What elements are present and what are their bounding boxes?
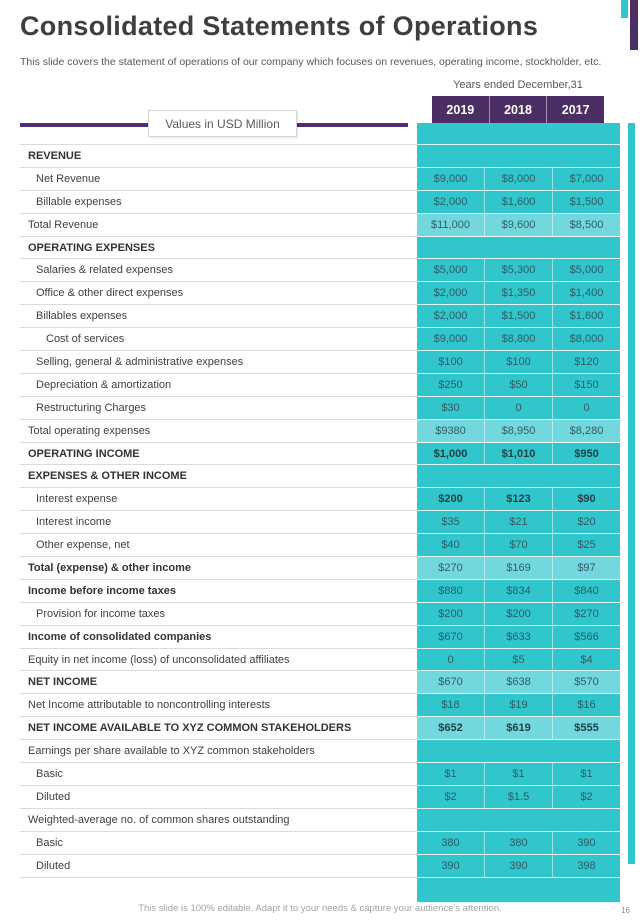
value-2019: $11,000 xyxy=(431,218,470,231)
row-label: Income before income taxes xyxy=(20,580,417,603)
row-label: REVENUE xyxy=(20,145,417,168)
value-2017: $90 xyxy=(552,488,620,510)
page-subtitle: This slide covers the statement of operations of our company which focuses on revenues, operating income, stockholder, etc. xyxy=(20,56,602,68)
row-label: OPERATING EXPENSES xyxy=(20,237,417,260)
value-2018: $100 xyxy=(484,351,552,373)
value-2019: $880 xyxy=(438,584,463,597)
row-label: Interest income xyxy=(20,511,417,534)
table-row xyxy=(20,305,620,328)
row-label: Billables expenses xyxy=(20,305,417,328)
value-2019: $670 xyxy=(438,630,463,643)
row-values xyxy=(417,374,620,397)
value-2018: 380 xyxy=(484,832,552,854)
row-label: Basic xyxy=(20,763,417,786)
value-2018: $1,600 xyxy=(484,191,552,213)
value-2017: $2 xyxy=(552,786,620,808)
table-row xyxy=(20,168,620,191)
row-label: Depreciation & amortization xyxy=(20,374,417,397)
value-2018: $19 xyxy=(484,694,552,716)
table-row xyxy=(20,214,620,237)
value-2019: $2,000 xyxy=(433,287,468,300)
value-2018: $1 xyxy=(484,763,552,785)
row-values xyxy=(417,191,620,214)
value-2017: $566 xyxy=(552,626,620,648)
value-2019: $270 xyxy=(438,561,463,574)
row-label: Diluted xyxy=(20,855,417,878)
table-filler-row xyxy=(20,878,620,903)
table-row xyxy=(20,809,620,832)
table-row xyxy=(20,191,620,214)
value-2019: $652 xyxy=(438,722,463,735)
row-values xyxy=(417,511,620,534)
value-2018: $619 xyxy=(484,717,552,739)
right-accent-strip xyxy=(628,123,635,864)
table-row xyxy=(20,282,620,305)
value-2018: $1,500 xyxy=(484,305,552,327)
row-values xyxy=(417,443,620,466)
value-2019: $9380 xyxy=(435,424,466,437)
value-2017: $1,600 xyxy=(552,305,620,327)
value-2018: $1.5 xyxy=(484,786,552,808)
value-2019: $1 xyxy=(444,767,457,780)
value-2018: $633 xyxy=(484,626,552,648)
value-2017: $840 xyxy=(552,580,620,602)
row-values xyxy=(417,557,620,580)
row-label: Total operating expenses xyxy=(20,420,417,443)
value-2019: $2 xyxy=(444,790,457,803)
value-2017: $20 xyxy=(552,511,620,533)
row-label: Office & other direct expenses xyxy=(20,282,417,305)
value-2017: $8,280 xyxy=(552,420,620,442)
row-values xyxy=(417,786,620,809)
row-label: Other expense, net xyxy=(20,534,417,557)
table-row xyxy=(20,603,620,626)
table-spacer-row xyxy=(20,123,620,145)
value-2019: $250 xyxy=(438,378,463,391)
value-2019: $200 xyxy=(438,607,463,620)
top-right-teal-bar xyxy=(621,0,628,18)
table-row xyxy=(20,534,620,557)
year-header xyxy=(432,96,604,123)
row-label: Equity in net income (loss) of unconsolidated affiliates xyxy=(20,649,417,672)
row-values xyxy=(417,534,620,557)
value-2018: $169 xyxy=(484,557,552,579)
table-row xyxy=(20,351,620,374)
table-row xyxy=(20,397,620,420)
filler-values xyxy=(417,878,620,903)
year-column-2018: 2018 xyxy=(489,96,547,123)
row-label: Net Income attributable to noncontrolling interests xyxy=(20,694,417,717)
row-values xyxy=(417,855,620,878)
years-ended-caption: Years ended December,31 xyxy=(453,79,583,91)
value-2018: $123 xyxy=(484,488,552,510)
spacer-values xyxy=(417,123,620,145)
table-row xyxy=(20,420,620,443)
value-2017: $555 xyxy=(552,717,620,739)
row-label: Income of consolidated companies xyxy=(20,626,417,649)
row-values xyxy=(417,420,620,443)
table-row xyxy=(20,511,620,534)
value-2019: $200 xyxy=(438,493,463,506)
row-label: Earnings per share available to XYZ common stakeholders xyxy=(20,740,417,763)
table-row xyxy=(20,832,620,855)
value-2017: $97 xyxy=(552,557,620,579)
value-2017: $8,500 xyxy=(552,214,620,236)
row-label: Selling, general & administrative expenses xyxy=(20,351,417,374)
value-2019: $18 xyxy=(441,699,460,712)
table-row xyxy=(20,671,620,694)
value-2019: 0 xyxy=(447,653,454,666)
row-values xyxy=(417,580,620,603)
value-2018: $8,000 xyxy=(484,168,552,190)
value-2018: $638 xyxy=(484,671,552,693)
table-row xyxy=(20,488,620,511)
value-2017: $16 xyxy=(552,694,620,716)
value-2017: 390 xyxy=(552,832,620,854)
value-2018: $1,350 xyxy=(484,282,552,304)
row-values-empty xyxy=(417,237,620,260)
value-2017: $8,000 xyxy=(552,328,620,350)
row-label: Basic xyxy=(20,832,417,855)
row-values xyxy=(417,649,620,672)
top-right-purple-bar xyxy=(630,0,638,50)
page-number: 16 xyxy=(621,906,630,915)
row-values xyxy=(417,305,620,328)
value-2017: $1,400 xyxy=(552,282,620,304)
value-2019: $1,000 xyxy=(433,447,468,460)
table-row xyxy=(20,374,620,397)
table-row xyxy=(20,694,620,717)
row-label: NET INCOME AVAILABLE TO XYZ COMMON STAKEHOLDERS xyxy=(20,717,417,740)
value-2019: $30 xyxy=(441,401,460,414)
row-values xyxy=(417,351,620,374)
table-row xyxy=(20,649,620,672)
row-label: Total Revenue xyxy=(20,214,417,237)
table-row xyxy=(20,259,620,282)
value-2019: $9,000 xyxy=(433,172,468,185)
value-2017: $4 xyxy=(552,649,620,671)
value-2018: $50 xyxy=(484,374,552,396)
value-2017: 398 xyxy=(552,855,620,877)
value-2018: $5,300 xyxy=(484,259,552,281)
filler-label xyxy=(20,878,417,903)
row-label: EXPENSES & OTHER INCOME xyxy=(20,465,417,488)
row-label: OPERATING INCOME xyxy=(20,443,417,466)
row-values xyxy=(417,832,620,855)
value-2017: $1,500 xyxy=(552,191,620,213)
row-label: Salaries & related expenses xyxy=(20,259,417,282)
table-row xyxy=(20,580,620,603)
row-values xyxy=(417,328,620,351)
value-2019: $9,000 xyxy=(433,333,468,346)
footer-note: This slide is 100% editable. Adapt it to your needs & capture your audience's attention. xyxy=(138,903,502,914)
row-values-empty xyxy=(417,809,620,832)
value-2017: 0 xyxy=(552,397,620,419)
table-row xyxy=(20,145,620,168)
value-2018: $8,800 xyxy=(484,328,552,350)
row-label: Interest expense xyxy=(20,488,417,511)
row-label: Diluted xyxy=(20,786,417,809)
value-2019: $35 xyxy=(441,516,460,529)
row-values-empty xyxy=(417,740,620,763)
row-label: Net Revenue xyxy=(20,168,417,191)
value-2017: $5,000 xyxy=(552,259,620,281)
value-2018: $5 xyxy=(484,649,552,671)
year-column-2019: 2019 xyxy=(446,102,475,117)
row-values xyxy=(417,282,620,305)
table-row xyxy=(20,626,620,649)
table-row xyxy=(20,855,620,878)
value-2018: $1,010 xyxy=(484,443,552,465)
year-column-2017: 2017 xyxy=(546,96,604,123)
value-2018: $200 xyxy=(484,603,552,625)
table-row xyxy=(20,557,620,580)
row-label: Restructuring Charges xyxy=(20,397,417,420)
row-label: Total (expense) & other income xyxy=(20,557,417,580)
row-values xyxy=(417,717,620,740)
statement-table xyxy=(20,123,620,903)
row-values-empty xyxy=(417,145,620,168)
value-2018: 390 xyxy=(484,855,552,877)
value-2019: $40 xyxy=(441,539,460,552)
table-row xyxy=(20,328,620,351)
row-values xyxy=(417,763,620,786)
page-title: Consolidated Statements of Operations xyxy=(20,11,539,41)
row-values xyxy=(417,626,620,649)
value-2017: $950 xyxy=(552,443,620,465)
value-2018: $8,950 xyxy=(484,420,552,442)
table-row xyxy=(20,786,620,809)
value-2019: $5,000 xyxy=(433,264,468,277)
row-label: Billable expenses xyxy=(20,191,417,214)
row-values xyxy=(417,488,620,511)
value-2019: $2,000 xyxy=(433,195,468,208)
row-values xyxy=(417,397,620,420)
table-row xyxy=(20,465,620,488)
value-2019: $100 xyxy=(438,355,463,368)
row-label: NET INCOME xyxy=(20,671,417,694)
statement-rows xyxy=(20,145,620,878)
value-2019: 390 xyxy=(441,859,460,872)
row-values xyxy=(417,214,620,237)
row-values xyxy=(417,259,620,282)
row-values xyxy=(417,671,620,694)
value-2017: $25 xyxy=(552,534,620,556)
row-label: Provision for income taxes xyxy=(20,603,417,626)
table-row xyxy=(20,443,620,466)
value-2018: $9,600 xyxy=(484,214,552,236)
value-2018: 0 xyxy=(484,397,552,419)
row-label: Weighted-average no. of common shares outstanding xyxy=(20,809,417,832)
table-row xyxy=(20,763,620,786)
value-2018: $70 xyxy=(484,534,552,556)
value-2017: $7,000 xyxy=(552,168,620,190)
value-2019: $2,000 xyxy=(433,310,468,323)
value-2018: $834 xyxy=(484,580,552,602)
row-label: Cost of services xyxy=(20,328,417,351)
value-2017: $120 xyxy=(552,351,620,373)
value-2017: $150 xyxy=(552,374,620,396)
spacer-label xyxy=(20,123,417,145)
value-2018: $21 xyxy=(484,511,552,533)
row-values xyxy=(417,168,620,191)
value-2017: $270 xyxy=(552,603,620,625)
value-2019: $670 xyxy=(438,676,463,689)
table-row xyxy=(20,717,620,740)
row-values xyxy=(417,603,620,626)
value-2019: 380 xyxy=(441,836,460,849)
row-values xyxy=(417,694,620,717)
value-2017: $570 xyxy=(552,671,620,693)
value-2017: $1 xyxy=(552,763,620,785)
table-row xyxy=(20,740,620,763)
row-values-empty xyxy=(417,465,620,488)
units-label: Values in USD Million xyxy=(165,116,280,131)
table-row xyxy=(20,237,620,260)
